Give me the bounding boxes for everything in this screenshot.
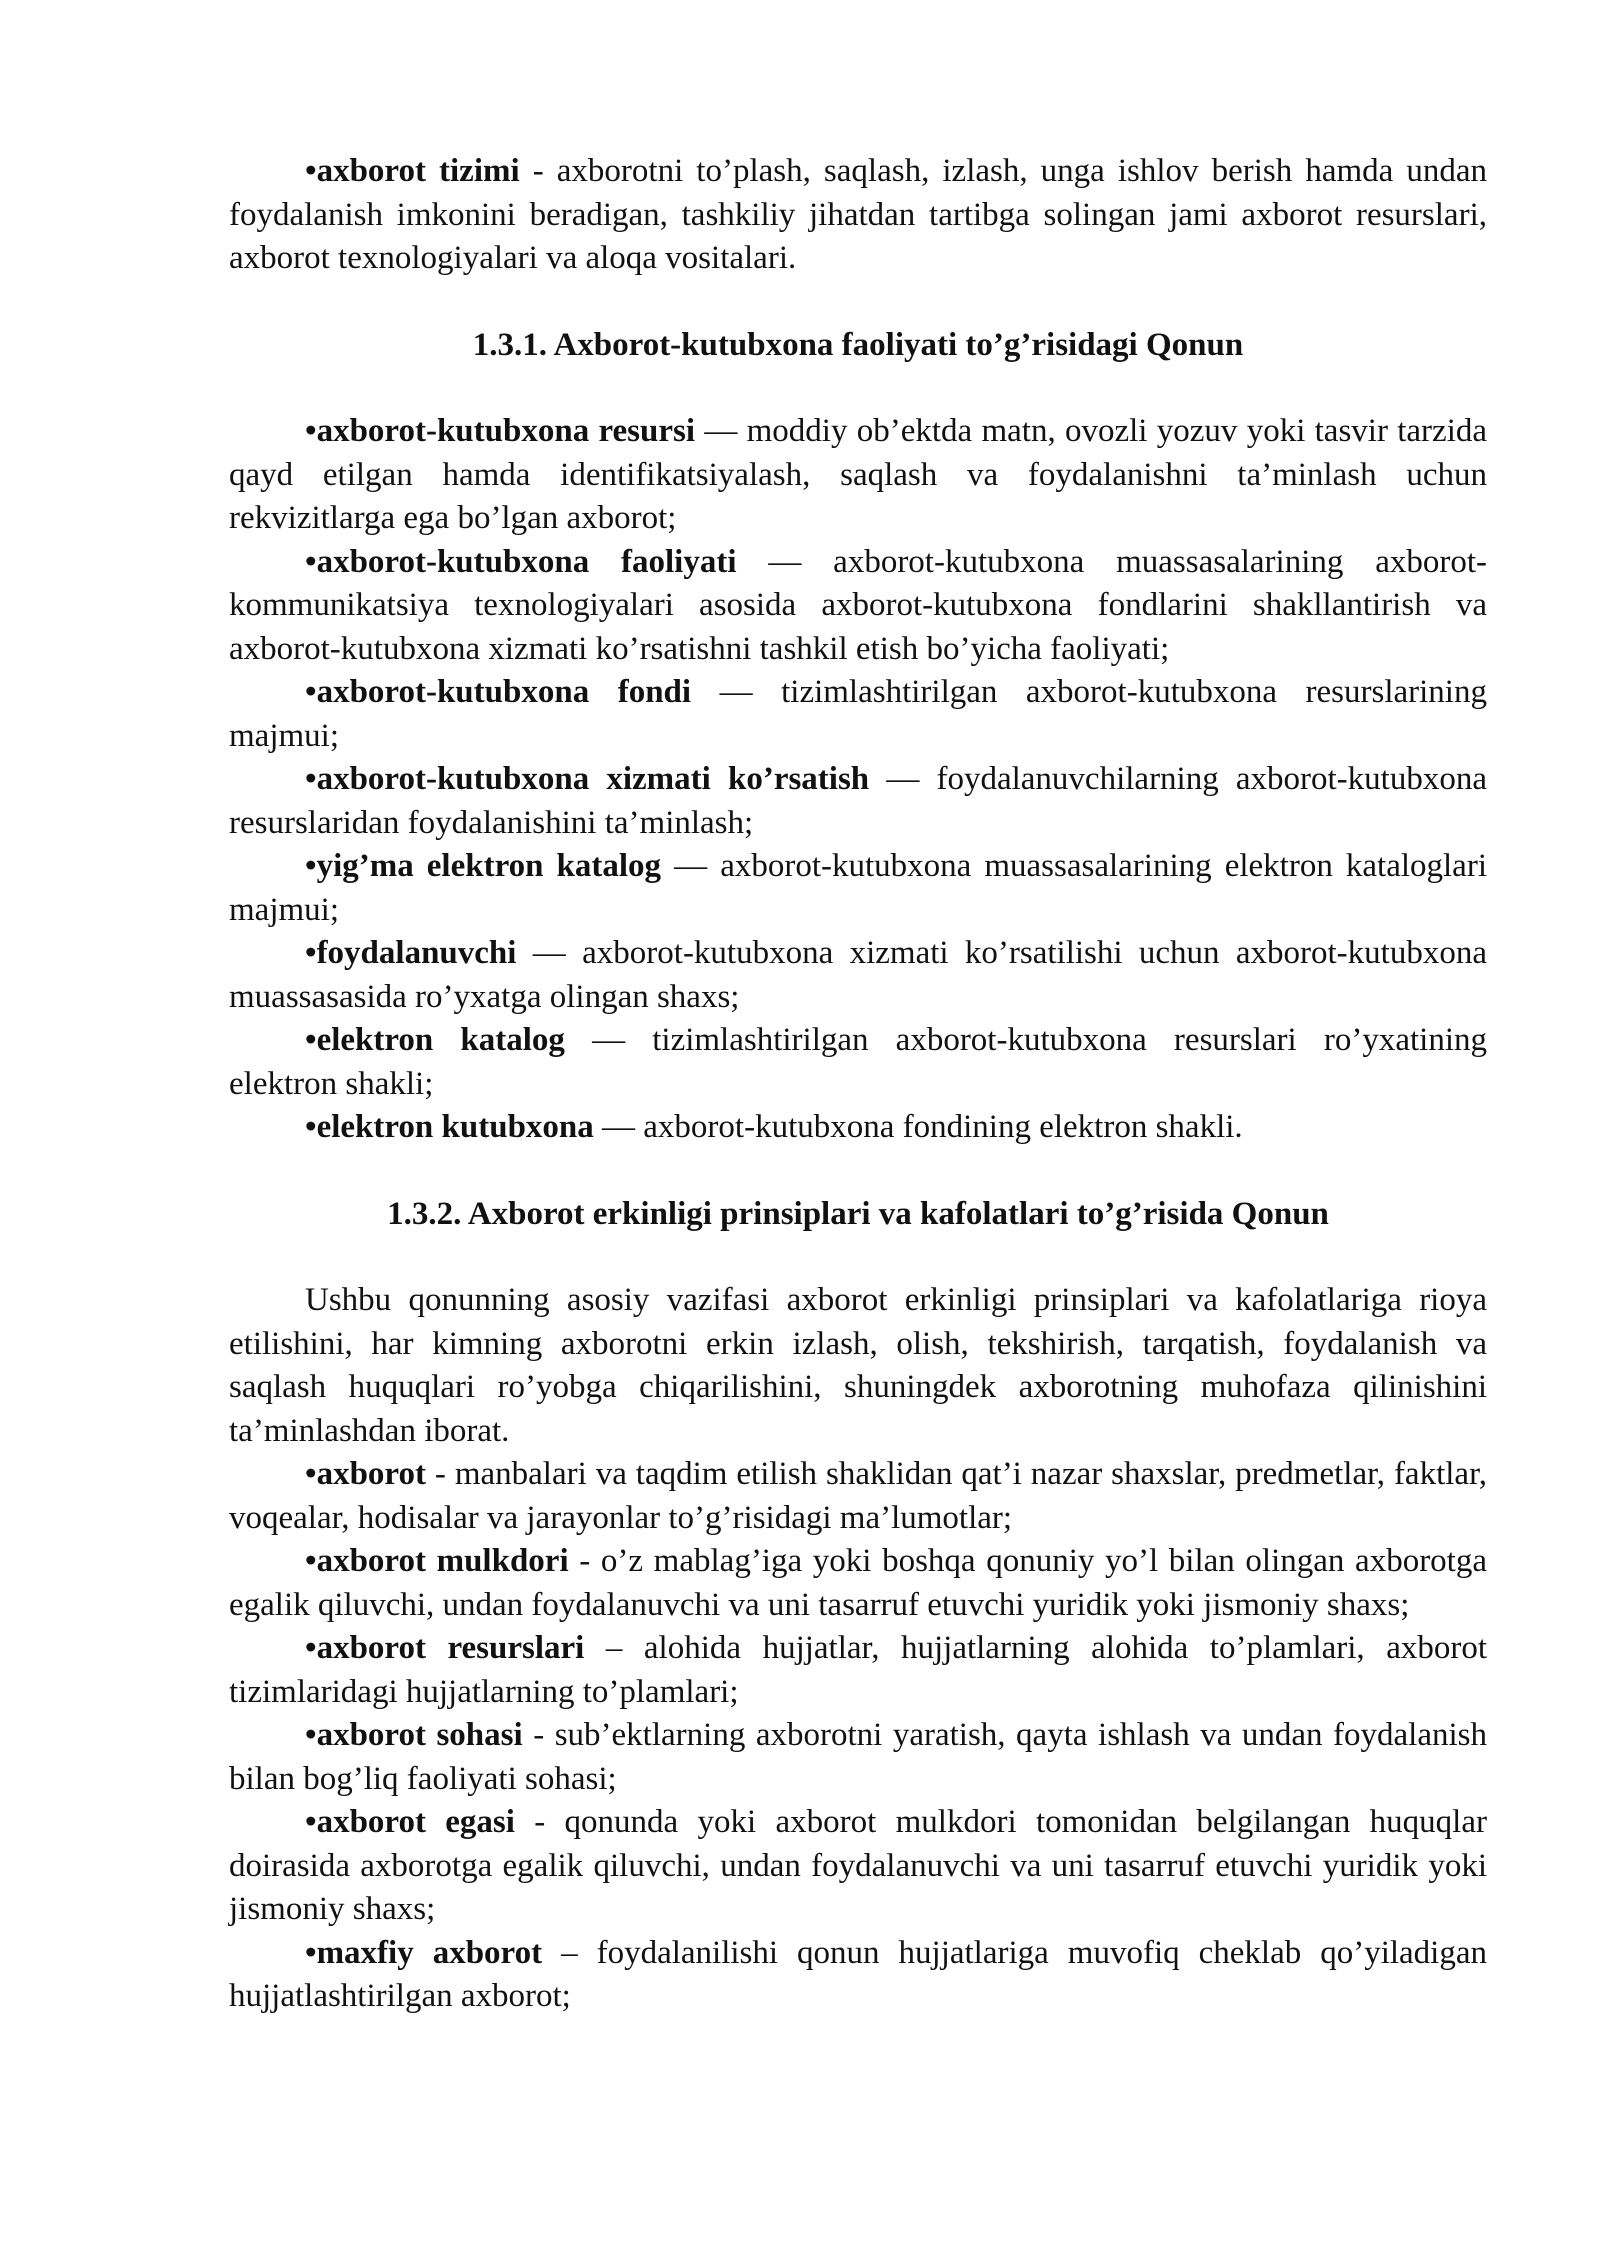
- bullet-marker: •: [305, 1109, 317, 1145]
- definition-term: axborot resurslari: [316, 1630, 585, 1666]
- bullet-marker: •: [305, 1543, 317, 1579]
- definition-item: [229, 758, 1487, 845]
- definition-item: [229, 671, 1487, 758]
- definition-term: axborot: [316, 1456, 426, 1492]
- definition-text: — tizimlashtirilgan axborot-kutubxona resurslarining majmui;: [229, 674, 1487, 754]
- bullet-marker: •: [305, 935, 317, 971]
- definition-term: foydalanuvchi: [316, 935, 517, 971]
- definition-text: – alohida hujjatlar, hujjatlarning alohida to’plamlari, axborot tizimlaridagi hujjatlarning to’plamlari;: [229, 1630, 1487, 1710]
- definition-text: - qonunda yoki axborot mulkdori tomonidan belgilangan huquqlar doirasida axborotga egalik qiluvchi, undan foydalanuvchi va uni tasarruf etuvchi yuridik yoki jismoniy shaxs;: [229, 1804, 1487, 1927]
- definition-item: [229, 1714, 1487, 1801]
- definition-text: - axborotni to’plash, saqlash, izlash, unga ishlov berish hamda undan foydalanish imkonini beradigan, tashkiliy jihatdan tartibga solingan jami axborot resurslari, axborot texnologiyalari va aloqa vositalari.: [229, 153, 1487, 276]
- definition-item: [229, 1453, 1487, 1540]
- definition-text: — moddiy ob’ektda matn, ovozli yozuv yoki tasvir tarzida qayd etilgan hamda identifikatsiyalash, saqlash va foydalanishni ta’minlash uchun rekvizitlarga ega bo’lgan axborot;: [229, 413, 1488, 536]
- bullet-marker: •: [305, 1934, 317, 1971]
- definition-term: axborot tizimi: [316, 153, 520, 189]
- bullet-marker: •: [305, 153, 317, 189]
- definition-term: axborot-kutubxona faoliyati: [316, 543, 737, 580]
- bullet-marker: •: [305, 1456, 317, 1492]
- bullet-marker: •: [305, 1022, 317, 1058]
- definition-text: - o’z mablag’iga yoki boshqa qonuniy yo’l bilan olingan axborotga egalik qiluvchi, undan foydalanuvchi va uni tasarruf etuvchi yuridik yoki jismoniy shaxs;: [229, 1543, 1487, 1623]
- definition-text: - sub’ektlarning axborotni yaratish, qayta ishlash va undan foydalanish bilan bog’liq faoliyati sohasi;: [229, 1717, 1487, 1797]
- bullet-marker: •: [305, 1804, 317, 1840]
- section-heading: 1.3.2. Axborot erkinligi prinsiplari va kafolatlari to’g’risida Qonun: [387, 1195, 1329, 1232]
- definition-item: [229, 845, 1487, 932]
- definition-term: yig’ma elektron katalog: [316, 848, 662, 884]
- bullet-marker: •: [305, 1717, 317, 1753]
- definition-text: — foydalanuvchilarning axborot-kutubxona resurslaridan foydalanishini ta’minlash;: [229, 761, 1487, 841]
- definition-term: maxfiy axborot: [316, 1934, 543, 1971]
- definition-list: [229, 410, 1487, 1150]
- bullet-marker: •: [305, 674, 317, 710]
- bullet-marker: •: [305, 848, 317, 884]
- definition-item: [229, 1801, 1487, 1932]
- definition-text: — axborot-kutubxona xizmati ko’rsatilishi uchun axborot-kutubxona muassasasida ro’yxatga olingan shaxs;: [229, 935, 1487, 1015]
- document-page: [229, 150, 1487, 2019]
- definition-list: [229, 1453, 1487, 2019]
- definition-text: — axborot-kutubxona fondining elektron shakli.: [593, 1109, 1243, 1145]
- definition-term: axborot mulkdori: [316, 1543, 569, 1579]
- definition-text: — axborot-kutubxona muassasalarining elektron kataloglari majmui;: [229, 848, 1487, 928]
- definition-item: [229, 150, 1487, 281]
- bullet-marker: •: [305, 1630, 317, 1666]
- definition-item: [229, 1019, 1487, 1106]
- bullet-marker: •: [305, 761, 317, 797]
- definition-item: [229, 1540, 1487, 1627]
- definition-text: — axborot-kutubxona muassasalarining axborot-kommunikatsiya texnologiyalari asosida axborot-kutubxona fondlarini shakllantirish va axborot-kutubxona xizmati ko’rsatishni tashkil etish bo’yicha faoliyati;: [229, 543, 1487, 667]
- definition-item: [229, 541, 1487, 672]
- definition-text: – foydalanilishi qonun hujjatlariga muvofiq cheklab qo’yiladigan hujjatlashtirilgan axborot;: [229, 1934, 1487, 2014]
- definition-text: — tizimlashtirilgan axborot-kutubxona resurslari ro’yxatining elektron shakli;: [229, 1022, 1487, 1102]
- definition-item: [229, 1627, 1487, 1714]
- definition-term: elektron kutubxona: [316, 1109, 594, 1145]
- bullet-marker: •: [305, 543, 317, 580]
- definition-text: - manbalari va taqdim etilish shaklidan qat’i nazar shaxslar, predmetlar, faktlar, voqealar, hodisalar va jarayonlar to’g’risidagi ma’lumotlar;: [229, 1456, 1487, 1536]
- section-heading: 1.3.1. Axborot-kutubxona faoliyati to’g’risidagi Qonun: [472, 326, 1244, 363]
- definition-term: elektron katalog: [316, 1022, 565, 1058]
- definition-term: axborot-kutubxona resursi: [316, 413, 696, 449]
- definition-item: [229, 1106, 1487, 1150]
- bullet-marker: •: [305, 413, 317, 449]
- definition-term: axborot egasi: [316, 1804, 515, 1840]
- definition-term: axborot-kutubxona xizmati ko’rsatish: [316, 761, 870, 797]
- definition-term: axborot sohasi: [316, 1717, 523, 1753]
- definition-item: [229, 1932, 1487, 2019]
- section-intro-paragraph: Ushbu qonunning asosiy vazifasi axborot erkinligi prinsiplari va kafolatlariga rioya etilishini, har kimning axborotni erkin izlash, olish, tekshirish, tarqatish, foydalanish va saqlash huquqlari ro’yobga chiqarilishini, shuningdek axborotning muhofaza qilinishini ta’minlashdan iborat.: [229, 1282, 1487, 1449]
- definition-item: [229, 410, 1487, 541]
- definition-item: [229, 932, 1487, 1019]
- definition-term: axborot-kutubxona fondi: [316, 674, 692, 710]
